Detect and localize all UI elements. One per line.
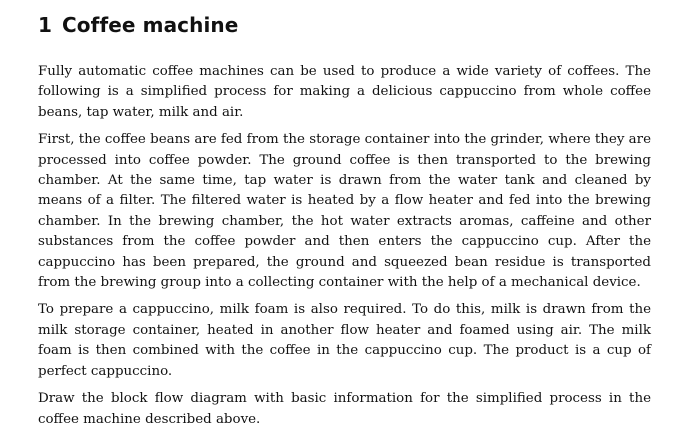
section-number: 1 (38, 13, 53, 37)
milk-foam-paragraph: To prepare a cappuccino, milk foam is also required. To do this, milk is drawn from the milk storage container, heated in another flow heater and foamed using air. The milk foam is then combined with the coffee in the cappuccino cup. The product is a cup of perfect cappuccino. (38, 302, 651, 379)
section-title: Coffee machine (62, 13, 239, 37)
section-heading (38, 12, 651, 38)
intro-paragraph: Fully automatic coffee machines can be used to produce a wide variety of coffees. The following is a simplified process for making a delicious cappuccino from whole coffee beans, tap water, milk and air. (38, 64, 651, 120)
process-paragraph: First, the coffee beans are fed from the storage container into the grinder, where they are processed into coffee powder. The ground coffee is then transported to the brewing chamber. At the same time, tap water is drawn from the water tank and cleaned by means of a filter. The filtered water is heated by a flow heater and fed into the brewing chamber. In the brewing chamber, the hot water extracts aromas, caffeine and other substances from the coffee powder and then enters the cappuccino cup. After the cappuccino has been prepared, the ground and squeezed bean residue is transported from the brewing group into a collecting container with the help of a mechanical device. (38, 132, 651, 291)
task-paragraph: Draw the block flow diagram with basic information for the simplified process in the coffee machine described above. (38, 391, 651, 427)
document-page (38, 12, 651, 437)
